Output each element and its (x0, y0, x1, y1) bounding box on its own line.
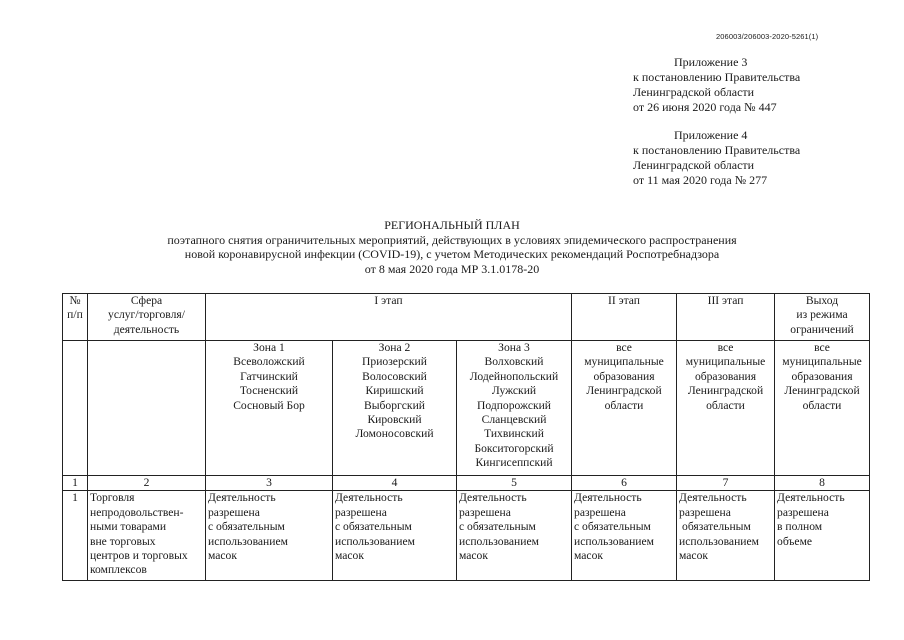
cell-line: разрешена (459, 505, 511, 519)
column-number: 1 (63, 476, 88, 491)
cell-line: масок (459, 549, 488, 563)
appendix-3-line: Ленинградской области (633, 85, 755, 99)
header-row-stages (63, 294, 870, 341)
cell-line: с обязательным (574, 520, 651, 534)
zone-3-line: Тихвинский (484, 427, 544, 441)
column-number: 5 (457, 476, 572, 491)
zone-3-line: Сланцевский (481, 413, 547, 427)
zone-1-line: Сосновый Бор (233, 398, 305, 412)
column-number-row (63, 476, 870, 491)
column-number: 3 (206, 476, 333, 491)
zone-3-line: Волховский (484, 355, 544, 369)
zone-3-line: Лужский (491, 384, 537, 398)
header-sphere-continued (88, 341, 206, 476)
row-zone-3 (457, 491, 572, 581)
cell-line: масок (679, 549, 708, 563)
zone-2-line: Приозерский (362, 355, 427, 369)
table-row (63, 491, 870, 581)
exit-territory-line: Ленинградской (784, 384, 860, 398)
zone-2-line: Кировский (367, 413, 422, 427)
exit-territory-line: муниципальные (782, 355, 862, 369)
appendix-4-header (633, 128, 800, 188)
header-exit-line: Выход (805, 294, 839, 307)
cell-line: разрешена (335, 505, 387, 519)
cell-line: с обязательным (208, 520, 285, 534)
cell-line: использованием (335, 534, 415, 548)
cell-line: с обязательным (459, 520, 536, 534)
header-num-line: п/п (67, 308, 83, 322)
zone-2-line: Зона 2 (378, 341, 411, 354)
stage-2-territory-line: образования (593, 369, 655, 383)
sphere-line: Торговля (90, 491, 135, 505)
exit-territory-line: области (802, 398, 842, 412)
row-sphere (88, 491, 206, 581)
cell-line: использованием (574, 534, 654, 548)
exit-territory-cell (775, 341, 870, 476)
cell-line: использованием (679, 534, 759, 548)
appendix-3-header (633, 55, 800, 115)
cell-line: Деятельность (679, 491, 747, 505)
row-stage-3 (677, 491, 775, 581)
sphere-line: вне торговых (90, 534, 156, 548)
cell-line: масок (574, 549, 603, 563)
cell-line: масок (335, 549, 364, 563)
cell-line: использованием (459, 534, 539, 548)
header-exit-line: ограничений (790, 322, 854, 336)
row-zone-2 (333, 491, 457, 581)
cell-line: Деятельность (459, 491, 527, 505)
zone-2-line: Ломоносовский (355, 427, 434, 441)
stage-2-territory-line: области (604, 398, 644, 412)
stage-3-territory-line: Ленинградской (687, 384, 764, 398)
title-heading: РЕГИОНАЛЬНЫЙ ПЛАН (384, 218, 520, 232)
header-stage-2: II этап (572, 294, 677, 341)
header-exit-line: из режима (796, 308, 848, 322)
column-number: 2 (88, 476, 206, 491)
cell-line: разрешена (208, 505, 260, 519)
stage-3-territory-cell (677, 341, 775, 476)
zone-3-line: Зона 3 (498, 341, 530, 354)
cell-line: объеме (777, 534, 813, 548)
appendix-3-line: от 26 июня 2020 года № 447 (633, 100, 777, 114)
header-num-line: № (69, 294, 81, 307)
regional-plan-table (62, 293, 870, 581)
header-exit (775, 294, 870, 341)
row-exit (775, 491, 870, 581)
zone-2-line: Волосовский (362, 369, 427, 383)
cell-line: Деятельность (574, 491, 642, 505)
stage-3-territory-line: области (706, 398, 745, 412)
zone-2-cell (333, 341, 457, 476)
header-sphere-line: услуг/торговля/ (108, 308, 185, 322)
appendix-4-line: Приложение 4 (674, 128, 748, 142)
header-sphere (88, 294, 206, 341)
appendix-4-line: к постановлению Правительства (633, 143, 801, 157)
appendix-4-line: Ленинградской области (633, 158, 755, 172)
row-zone-1 (206, 491, 333, 581)
zone-3-cell (457, 341, 572, 476)
cell-line: использованием (208, 534, 288, 548)
appendix-3-line: Приложение 3 (674, 55, 748, 69)
cell-line: обязательным (682, 520, 751, 534)
exit-territory-line: все (814, 341, 830, 354)
cell-line: разрешена (574, 505, 626, 519)
row-stage-2 (572, 491, 677, 581)
zone-2-line: Киришский (365, 384, 424, 398)
cell-line: Деятельность (335, 491, 403, 505)
cell-line: в полном (777, 520, 823, 534)
sphere-line: центров и торговых (90, 549, 188, 563)
cell-line: разрешена (679, 505, 731, 519)
row-number: 1 (63, 491, 88, 581)
header-sphere-line: деятельность (113, 322, 180, 336)
column-number: 6 (572, 476, 677, 491)
column-number: 7 (677, 476, 775, 491)
header-sphere-line: Сфера (130, 294, 163, 307)
document-title (0, 218, 904, 276)
sphere-line: непродовольствен- (90, 505, 184, 519)
stage-2-territory-cell (572, 341, 677, 476)
zone-3-line: Лодейнопольский (469, 369, 559, 383)
stage-3-territory-line: муниципальные (685, 355, 766, 369)
header-stage-3: III этап (677, 294, 775, 341)
header-num (63, 294, 88, 341)
stage-2-territory-line: муниципальные (584, 355, 664, 369)
title-subtitle-line: от 8 мая 2020 года МР 3.1.0178-20 (364, 261, 540, 276)
document-number: 206003/206003-2020-5261(1) (716, 32, 819, 41)
zone-3-line: Кингисеппский (475, 456, 553, 470)
zone-1-line: Тосненский (239, 384, 299, 398)
stage-2-territory-line: все (616, 341, 632, 354)
exit-territory-line: образования (791, 369, 853, 383)
cell-line: масок (208, 549, 237, 563)
zone-2-line: Выборгский (364, 398, 425, 412)
column-number: 4 (333, 476, 457, 491)
zone-1-line: Зона 1 (253, 341, 285, 354)
column-number: 8 (775, 476, 870, 491)
sphere-line: ными товарами (90, 520, 167, 534)
cell-line: разрешена (777, 505, 829, 519)
stage-3-territory-line: образования (694, 369, 757, 383)
stage-3-territory-line: все (717, 341, 734, 354)
cell-line: Деятельность (208, 491, 276, 505)
title-subtitle-line: поэтапного снятия ограничительных мероприятий, действующих в условиях эпидемического распространения (167, 232, 737, 247)
header-num-continued (63, 341, 88, 476)
cell-line: Деятельность (777, 491, 845, 505)
header-stage-1: I этап (206, 294, 572, 341)
zone-1-line: Гатчинский (240, 369, 298, 383)
appendix-3-line: к постановлению Правительства (633, 70, 801, 84)
zone-1-line: Всеволожский (233, 355, 305, 369)
zone-1-cell (206, 341, 333, 476)
zone-3-line: Бокситогорский (474, 441, 554, 455)
zone-3-line: Подпорожский (476, 398, 552, 412)
title-subtitle-line: новой коронавирусной инфекции (COVID-19), с учетом Методических рекомендаций Роспотребнадзора (184, 247, 720, 261)
sphere-line: комплексов (90, 563, 147, 577)
header-row-zones (63, 341, 870, 476)
cell-line: с обязательным (335, 520, 412, 534)
stage-2-territory-line: Ленинградской (586, 384, 662, 398)
appendix-4-line: от 11 мая 2020 года № 277 (633, 173, 768, 187)
